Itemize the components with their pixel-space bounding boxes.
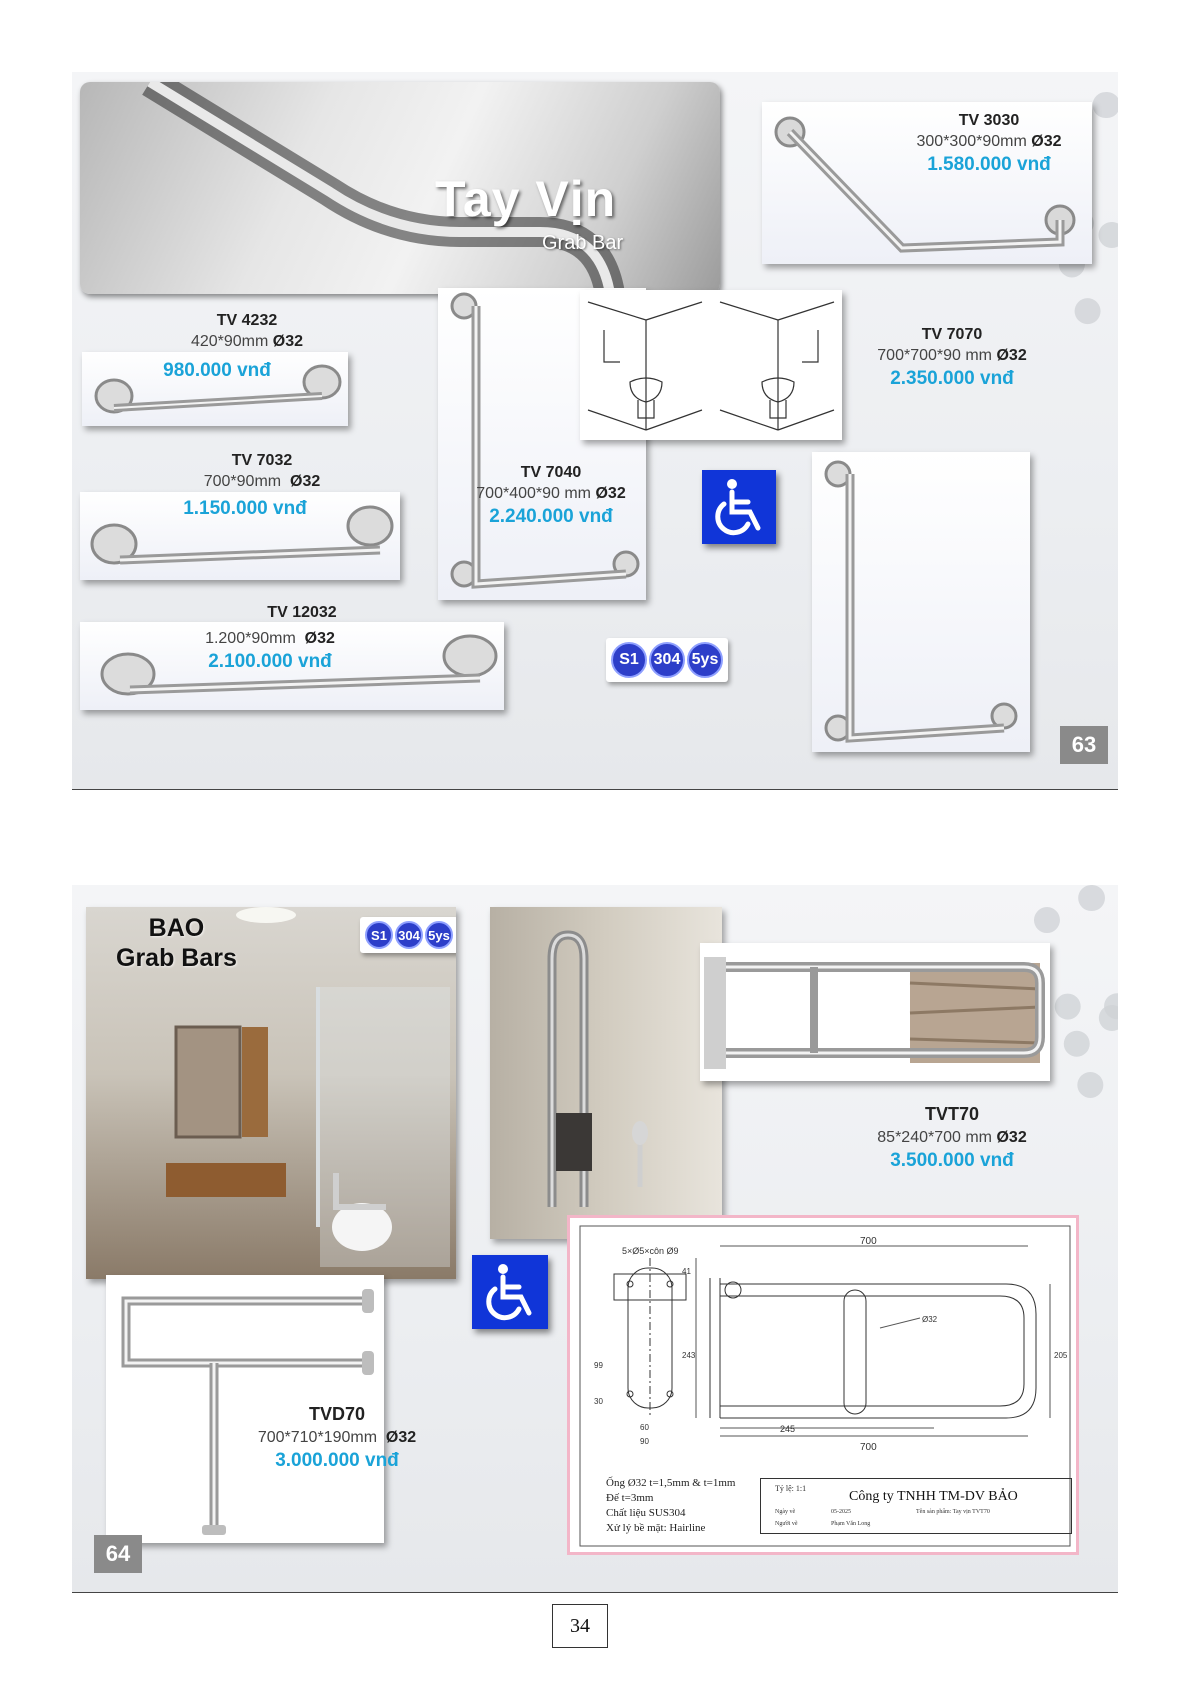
hero-banner <box>80 82 720 294</box>
drawing-notes: Ống Ø32 t=1,5mm & t=1mm Đế t=3mm Chất liệu SUS304 Xử lý bề mặt: Hairline <box>606 1477 736 1534</box>
product-price: 3.000.000 vnđ <box>275 1449 399 1471</box>
product-dimension: 700*400*90 mm Ø32 <box>476 485 626 503</box>
product-label-tv7040 <box>466 462 636 529</box>
product-dimension: 700*700*90 mm Ø32 <box>877 347 1027 365</box>
drawing-title-block: Tỷ lệ: 1:1 Công ty TNHH TM-DV BẢO Ngày vẽ Người vẽ 05-2025 Phạm Văn Long Tên sản phẩm: Tay vịn TVT70 <box>760 1478 1072 1534</box>
product-code: TVT70 <box>924 1104 980 1124</box>
folding-grab-bar-image <box>700 943 1050 1081</box>
product-dimension: 1.200*90mm Ø32 <box>205 630 335 647</box>
svg-text:41: 41 <box>682 1267 691 1276</box>
toilet-installation-sketch <box>580 290 842 440</box>
svg-text:90: 90 <box>640 1437 649 1446</box>
hero-title: Tay Vịn <box>435 171 617 227</box>
badge-5ys: 5ys <box>687 642 723 678</box>
product-price: 1.150.000 vnđ <box>183 498 307 519</box>
company-name: Công ty TNHH TM-DV BẢO <box>849 1489 1018 1504</box>
svg-text:700: 700 <box>860 1236 877 1247</box>
grab-bar-photo <box>80 82 720 294</box>
product-label-tvt70 <box>862 1103 1042 1173</box>
product-code: TV 7032 <box>231 452 293 469</box>
catalog-page-64 <box>72 885 1118 1593</box>
badge-5ys: 5ys <box>425 921 453 949</box>
product-label-tvd70 <box>242 1403 432 1473</box>
svg-text:30: 30 <box>594 1397 603 1406</box>
quality-badge <box>360 917 456 953</box>
product-code: TV 7070 <box>921 326 983 343</box>
catalog-page-63 <box>72 72 1118 790</box>
wheelchair-icon <box>702 470 776 544</box>
wheelchair-icon <box>472 1255 548 1329</box>
product-dimension: 420*90mm Ø32 <box>190 333 304 351</box>
badge-304: 304 <box>395 921 423 949</box>
product-price: 2.240.000 vnđ <box>489 506 613 528</box>
product-dimension: 700*710*190mm Ø32 <box>257 1428 417 1446</box>
badge-s1: S1 <box>365 921 393 949</box>
product-label-tv4232 <box>152 310 342 352</box>
product-code: TVD70 <box>308 1404 366 1424</box>
badge-s1: S1 <box>611 642 647 678</box>
document-page-number: 34 <box>552 1604 608 1648</box>
product-code: TV 12032 <box>267 604 337 621</box>
svg-text:Ø32: Ø32 <box>922 1315 938 1324</box>
product-dimension: 300*300*90mm Ø32 <box>916 133 1062 151</box>
product-price: 2.350.000 vnđ <box>890 368 1014 390</box>
product-code: TV 4232 <box>216 312 278 329</box>
product-label-tv7070 <box>862 324 1042 391</box>
page-number-badge: 64 <box>94 1535 142 1573</box>
technical-drawing-tvt70 <box>567 1215 1079 1555</box>
svg-text:245: 245 <box>780 1424 796 1434</box>
svg-text:5×Ø5×côn Ø9: 5×Ø5×côn Ø9 <box>622 1246 679 1256</box>
product-dimension: 85*240*700 mm Ø32 <box>877 1128 1027 1146</box>
folding-grab-bar-photo <box>490 907 722 1239</box>
svg-text:99: 99 <box>594 1361 603 1370</box>
product-card-tv12032 <box>80 622 504 710</box>
product-code: TV 3030 <box>958 112 1020 129</box>
page-number-badge: 63 <box>1060 726 1108 764</box>
svg-text:205: 205 <box>1054 1351 1068 1360</box>
quality-badge <box>606 638 728 682</box>
product-label-tv3030 <box>894 110 1084 177</box>
product-dimension: 700*90mm Ø32 <box>203 473 321 491</box>
product-code: TV 7040 <box>520 464 582 481</box>
product-price: 980.000 vnđ <box>163 360 271 381</box>
product-price: 2.100.000 vnđ <box>208 651 332 673</box>
product-price: 1.580.000 vnđ <box>927 154 1051 176</box>
badge-304: 304 <box>649 642 685 678</box>
product-card-tv4232 <box>82 352 348 426</box>
product-card-tv7032 <box>80 492 400 580</box>
product-price: 3.500.000 vnđ <box>890 1149 1014 1171</box>
hero-subtitle: Grab Bar <box>542 232 624 254</box>
svg-text:60: 60 <box>640 1423 649 1432</box>
product-card-tv7070 <box>812 452 1030 752</box>
product-label-tv7032 <box>152 450 372 492</box>
bathroom-photo <box>86 907 456 1279</box>
bao-title: BAO Grab Bars <box>116 914 237 972</box>
product-card-tvt70 <box>700 943 1050 1081</box>
svg-text:243: 243 <box>682 1351 696 1360</box>
l-grab-bar-image <box>812 452 1030 752</box>
svg-text:700: 700 <box>860 1442 877 1453</box>
product-label-tv12032 <box>192 602 412 623</box>
